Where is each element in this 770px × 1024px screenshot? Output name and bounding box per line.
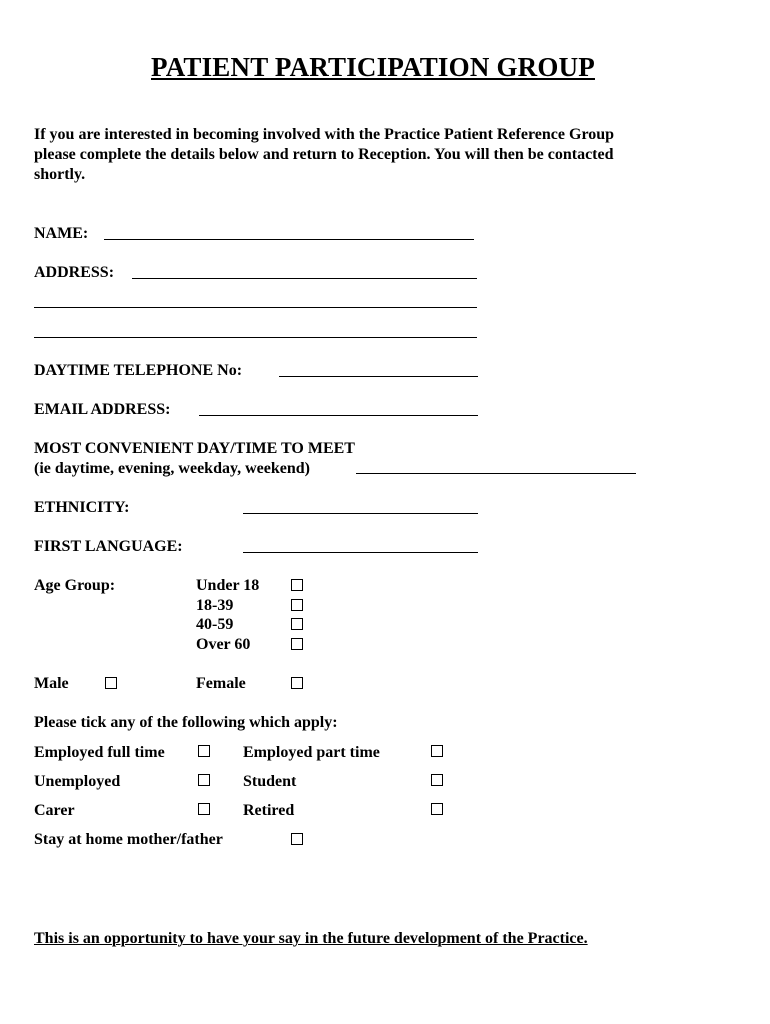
address-field-line-2[interactable] — [34, 307, 477, 308]
telephone-field[interactable] — [279, 376, 478, 377]
employed-full-label: Employed full time — [34, 744, 165, 761]
intro-line-1: If you are interested in becoming involved with the Practice Patient Reference Group — [34, 126, 615, 143]
page-title: PATIENT PARTICIPATION GROUP — [151, 52, 595, 82]
meet-label: MOST CONVENIENT DAY/TIME TO MEET — [34, 440, 355, 457]
email-label: EMAIL ADDRESS: — [34, 401, 171, 418]
address-label: ADDRESS: — [34, 264, 115, 281]
telephone-label: DAYTIME TELEPHONE No: — [34, 362, 243, 379]
age-option-18-39: 18-39 — [196, 597, 234, 614]
meet-hint: (ie daytime, evening, weekday, weekend) — [34, 460, 310, 477]
status-prompt: Please tick any of the following which apply: — [34, 714, 338, 731]
footer-note: This is an opportunity to have your say in the future development of the Practice. — [34, 930, 588, 947]
name-label: NAME: — [34, 225, 89, 242]
male-checkbox[interactable] — [105, 677, 117, 689]
intro-line-3: shortly. — [34, 166, 86, 183]
age-option-40-59: 40-59 — [196, 616, 234, 633]
age-over-60-checkbox[interactable] — [291, 638, 303, 650]
carer-checkbox[interactable] — [198, 803, 210, 815]
male-label: Male — [34, 675, 69, 692]
retired-checkbox[interactable] — [431, 803, 443, 815]
age-option-over-60: Over 60 — [196, 636, 251, 653]
meet-field[interactable] — [356, 473, 636, 474]
email-field[interactable] — [199, 415, 478, 416]
address-field-line-1[interactable] — [132, 278, 477, 279]
carer-label: Carer — [34, 802, 75, 819]
unemployed-label: Unemployed — [34, 773, 121, 790]
unemployed-checkbox[interactable] — [198, 774, 210, 786]
student-label: Student — [243, 773, 297, 790]
age-under-18-checkbox[interactable] — [291, 579, 303, 591]
first-language-field[interactable] — [243, 552, 478, 553]
age-18-39-checkbox[interactable] — [291, 599, 303, 611]
female-label: Female — [196, 675, 246, 692]
name-field[interactable] — [104, 239, 474, 240]
employed-full-checkbox[interactable] — [198, 745, 210, 757]
age-40-59-checkbox[interactable] — [291, 618, 303, 630]
first-language-label: FIRST LANGUAGE: — [34, 538, 183, 555]
female-checkbox[interactable] — [291, 677, 303, 689]
age-group-label: Age Group: — [34, 577, 116, 594]
employed-part-label: Employed part time — [243, 744, 380, 761]
student-checkbox[interactable] — [431, 774, 443, 786]
employed-part-checkbox[interactable] — [431, 745, 443, 757]
intro-paragraph — [34, 125, 714, 185]
address-field-line-3[interactable] — [34, 337, 477, 338]
ethnicity-label: ETHNICITY: — [34, 499, 130, 516]
age-option-under-18: Under 18 — [196, 577, 260, 594]
stay-home-label: Stay at home mother/father — [34, 831, 223, 848]
stay-home-checkbox[interactable] — [291, 833, 303, 845]
intro-line-2: please complete the details below and return to Reception. You will then be contacted — [34, 146, 614, 163]
retired-label: Retired — [243, 802, 295, 819]
ethnicity-field[interactable] — [243, 513, 478, 514]
